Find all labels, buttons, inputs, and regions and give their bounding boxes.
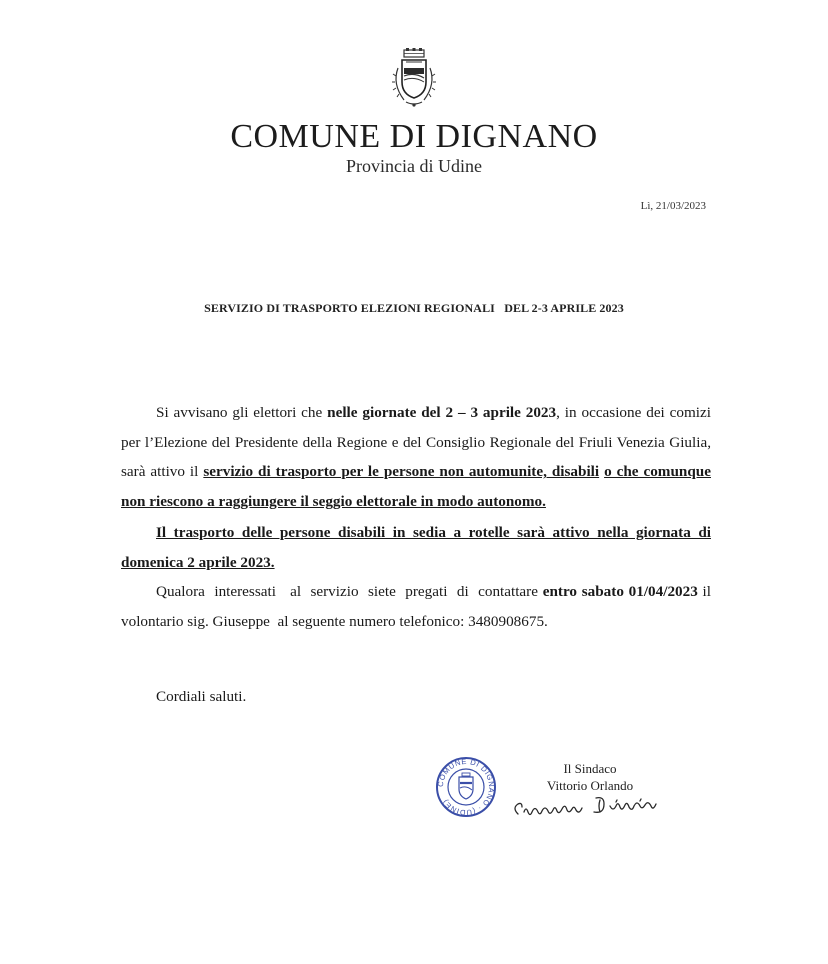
signer-name: Vittorio Orlando (546, 778, 634, 793)
paragraph-disabled-transport (121, 518, 711, 577)
official-stamp (434, 755, 498, 819)
paragraph-contact (121, 577, 715, 636)
signer-role: Il Sindaco (563, 761, 617, 776)
stamp-text: COMUNE DI DIGNANO · (UDINE) (435, 756, 497, 818)
document-subject: SERVIZIO DI TRASPORTO ELEZIONI REGIONALI DEL 2-3 APRILE 2023 (204, 301, 624, 315)
document-body (121, 398, 715, 636)
underlined-service: servizio di trasporto per le persone non automunite, disabili (203, 463, 600, 480)
paragraph-text: Qualora interessati al servizio siete pregati di contattare (156, 583, 543, 600)
bold-dates: nelle giornate del 2 – 3 aprile 2023 (327, 404, 557, 421)
paragraph-text: , in occasione dei comizi per l’Elezione del Presidente della Regione e del Consiglio Regionale del Friuli Venezia Giulia, sarà attivo il (121, 404, 711, 480)
closing-greeting: Cordiali saluti. (156, 688, 247, 705)
underlined-condition: o che comunque non riescono a raggiungere il seggio elettorale in modo autonomo. (121, 463, 711, 510)
underlined-disabled-notice: Il trasporto delle persone disabili in sedia a rotelle sarà attivo nella giornata di domenica 2 aprile 2023. (121, 524, 711, 571)
page-subtitle: Provincia di Udine (346, 156, 482, 176)
paragraph-announcement (121, 398, 711, 516)
municipal-crest-icon (388, 48, 440, 110)
paragraph-text: Si avvisano gli elettori che (156, 404, 328, 421)
page-title: COMUNE DI DIGNANO (230, 118, 598, 155)
handwritten-signature (508, 790, 683, 826)
signature-block (520, 760, 660, 794)
bold-deadline: entro sabato 01/04/2023 (542, 583, 698, 600)
document-date: Lì, 21/03/2023 (640, 200, 706, 212)
paragraph-text: il volontario sig. Giuseppe al seguente numero telefonico: 3480908675. (121, 583, 715, 630)
